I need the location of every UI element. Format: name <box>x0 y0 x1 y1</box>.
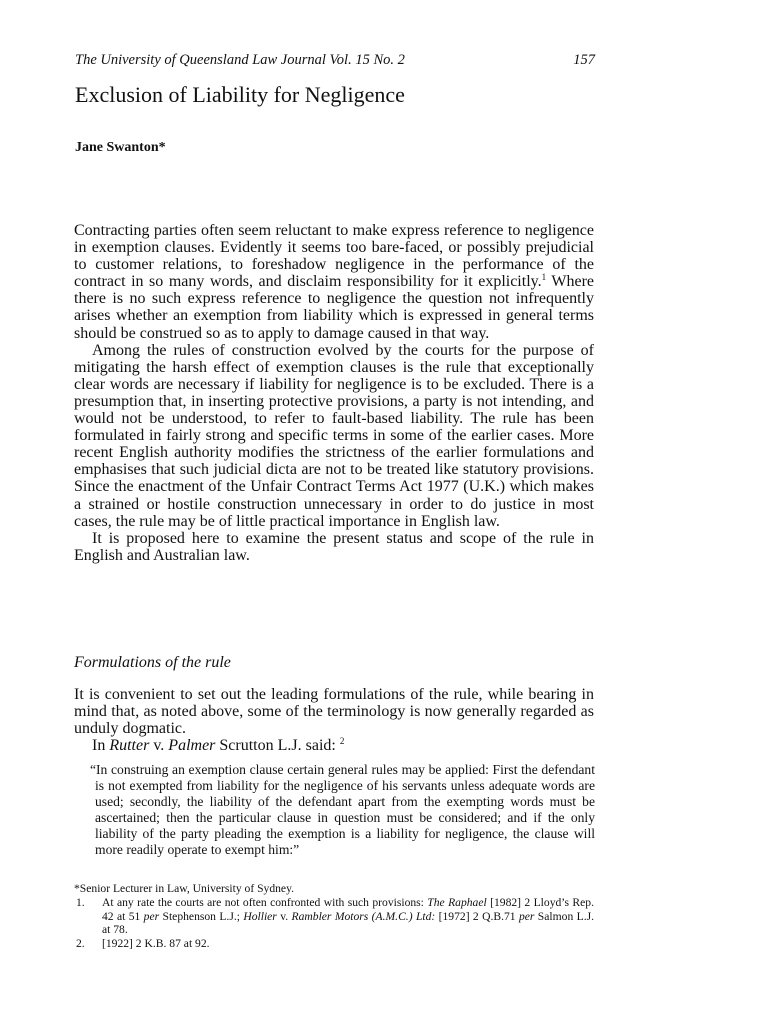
journal-citation: The University of Queensland Law Journal Vol. 15 No. 2 <box>75 52 405 68</box>
footnote-2 <box>74 937 594 950</box>
case-name: Palmer <box>168 737 216 755</box>
footnotes <box>74 882 594 950</box>
section-paragraph-2: In Rutter v. Palmer Scrutton L.J. said: $^2$ <box>92 736 345 755</box>
footnote-1 <box>74 896 594 936</box>
footnote-number: 1. <box>76 896 85 910</box>
case-name: Rutter <box>109 737 150 755</box>
quote-text: “In construing an exemption clause certain general rules may be applied: First the defendant is not exempted from liability for the negligence of his servants unless adequate words are used; secondly, the liability of the defendant apart from the exempting words must be ascertained; then the particular clause in question must be considered; and if the only liability of the party pleading the exemption is a liability for negligence, the clause will more readily operate to exempt him:” <box>90 762 595 857</box>
section-heading: Formulations of the rule <box>74 654 231 671</box>
intro-paragraph-1: Contracting parties often seem reluctant to make express reference to negligence in exemption clauses. Evidently it seems too bare-faced, or possibly prejudicial to customer relations, to foreshadow negligence in the performance of the contract in so many words, and disclaim responsibility for it explicitly.$^1$ Where there is no such express reference to negligence the question not infrequently arises whether an exemption from liability which is expressed in general terms should be construed so as to apply to damage caused in that way. <box>74 222 594 342</box>
footnote-text: At any rate the courts are not often confronted with such provisions: The Raphael [1982] 2 Lloyd’s Rep. 42 at 51 per Stephenson L.J.; Hollier v. Rambler Motors (A.M.C.) Ltd: [1972] 2 Q.B.71 per Salmon L.J. at 78. <box>102 896 594 937</box>
author-name: Jane Swanton* <box>75 140 166 155</box>
formulations-section <box>74 686 594 754</box>
section-paragraph-1: It is convenient to set out the leading formulations of the rule, while bearing in mind that, as noted above, some of the terminology is now generally regarded as unduly dogmatic. <box>74 686 594 738</box>
footnote-text: [1922] 2 K.B. 87 at 92. <box>102 936 210 950</box>
block-quote <box>90 762 595 858</box>
article-title: Exclusion of Liability for Negligence <box>75 82 405 107</box>
page-number: 157 <box>573 52 595 68</box>
running-header <box>75 52 595 72</box>
intro-paragraph-2: Among the rules of construction evolved by the courts for the purpose of mitigating the harsh effect of exemption clauses is the rule that exceptionally clear words are necessary if liability for negligence is to be excluded. There is a presumption that, in inserting protective provisions, a party is not intending, and would not be understood, to refer to fault-based liability. The rule has been formulated in fairly strong and specific terms in some of the earlier cases. More recent English authority modifies the strictness of the earlier formulations and emphasises that such judicial dicta are not to be treated like statutory provisions. Since the enactment of the Unfair Contract Terms Act 1977 (U.K.) which makes a strained or hostile construction unnecessary in order to do justice in most cases, the rule may be of little practical importance in English law. <box>74 341 594 530</box>
footnote-ref-2: 2 <box>339 736 345 747</box>
author-footnote: *Senior Lecturer in Law, University of Sydney. <box>74 882 295 895</box>
footnote-ref-1: 1 <box>541 272 547 283</box>
footnote-number: 2. <box>76 936 85 950</box>
intro-section <box>74 222 594 564</box>
intro-paragraph-3: It is proposed here to examine the present status and scope of the rule in English and Australian law. <box>74 529 594 564</box>
